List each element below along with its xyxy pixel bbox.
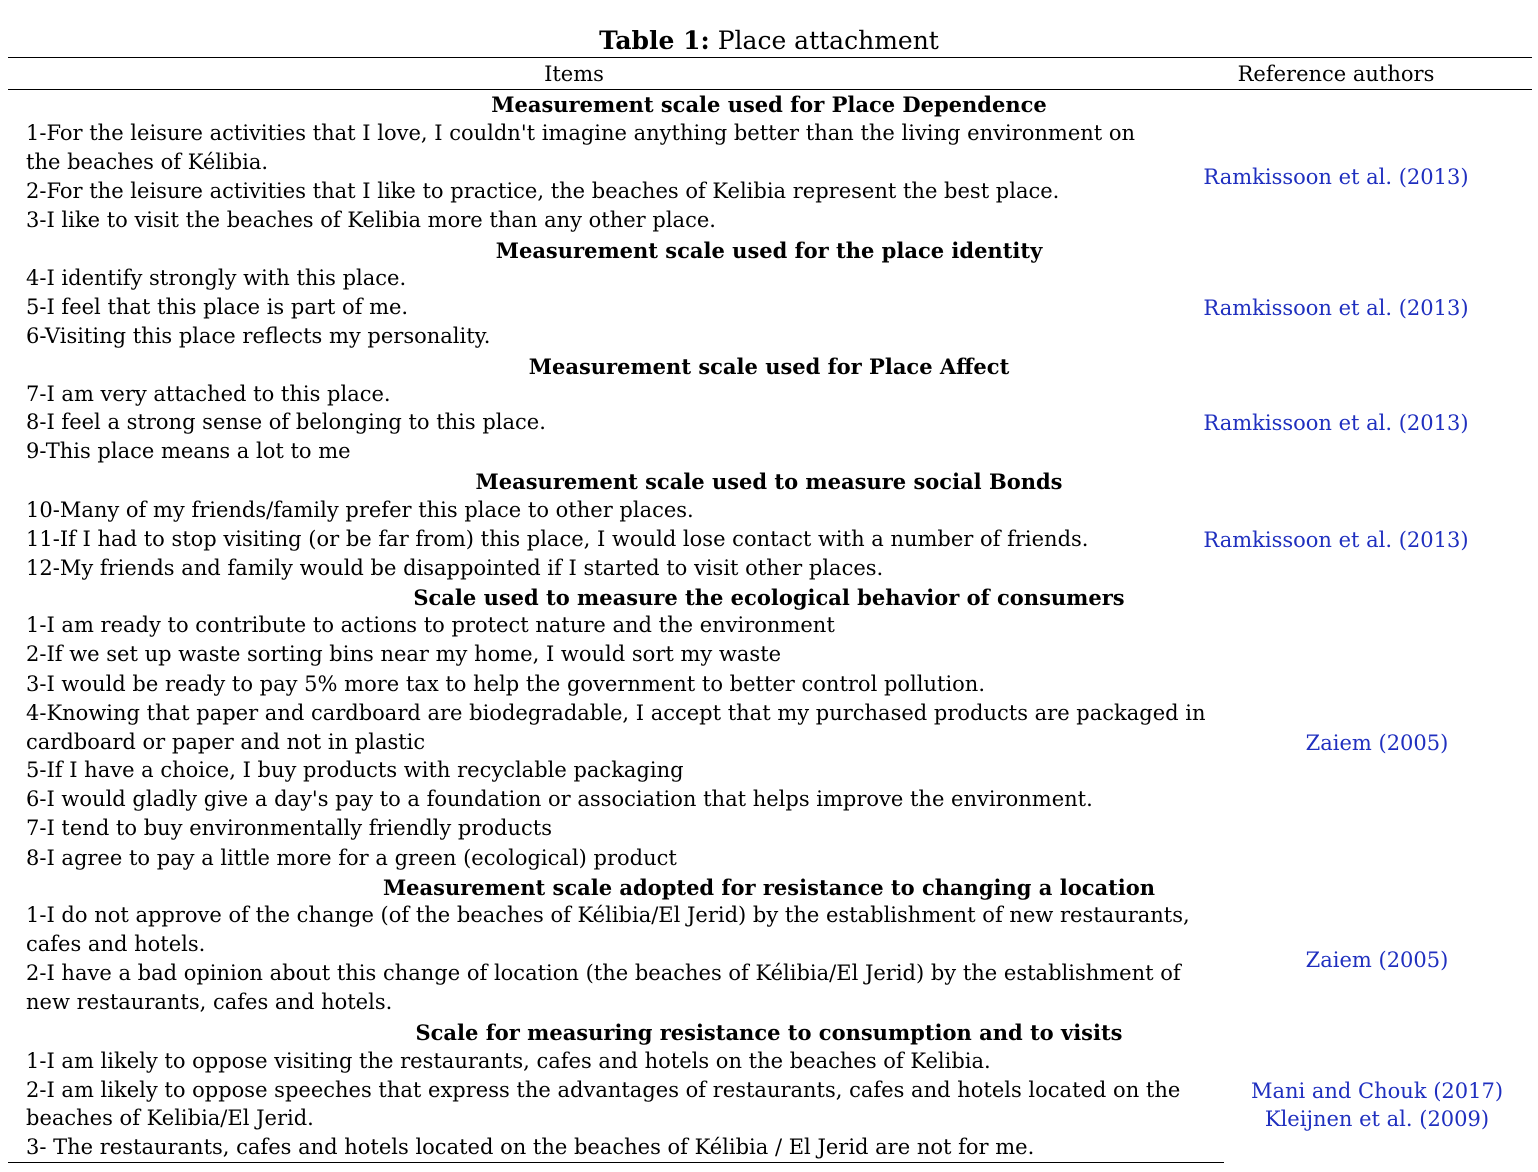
item-line: 3-I like to visit the beaches of Kelibia more than any other place. xyxy=(26,208,716,232)
item-line: cafes and hotels. xyxy=(26,932,206,956)
reference-authors xyxy=(1156,163,1516,191)
table-label: Table 1: xyxy=(599,26,710,55)
item-line: cardboard or paper and not in plastic xyxy=(26,730,426,754)
section-title: Measurement scale used to measure social Bonds xyxy=(475,469,1063,494)
header-items: Items xyxy=(544,62,604,86)
section-title: Measurement scale used for Place Affect xyxy=(528,354,1010,379)
reference-author: Kleijnen et al. (2009) xyxy=(1264,1107,1490,1131)
item-line: 8-I feel a strong sense of belonging to this place. xyxy=(26,410,546,434)
item-line: 7-I tend to buy environmentally friendly products xyxy=(26,816,552,840)
item-line: new restaurants, cafes and hotels. xyxy=(26,990,393,1014)
item-line: 7-I am very attached to this place. xyxy=(26,382,391,406)
item-line: 3-I would be ready to pay 5% more tax to help the government to better control pollution. xyxy=(26,672,986,696)
item-line: 1-I am likely to oppose visiting the restaurants, cafes and hotels on the beaches of Kelibia. xyxy=(26,1049,991,1073)
item-line: 2-I am likely to oppose speeches that express the advantages of restaurants, cafes and hotels located on the xyxy=(26,1078,1181,1102)
item-line: beaches of Kelibia/El Jerid. xyxy=(26,1106,314,1130)
item-line: 1-For the leisure activities that I love, I couldn't imagine anything better than the living environment on xyxy=(26,121,1136,145)
reference-author: Ramkissoon et al. (2013) xyxy=(1203,411,1469,435)
item-line: 2-I have a bad opinion about this change of location (the beaches of Kélibia/El Jerid) by the establishment of xyxy=(26,961,1181,985)
item-line: 1-I am ready to contribute to actions to protect nature and the environment xyxy=(26,613,835,637)
reference-author: Mani and Chouk (2017) xyxy=(1250,1079,1504,1103)
item-line: 1-I do not approve of the change (of the beaches of Kélibia/El Jerid) by the establishment of new restaurants, xyxy=(26,903,1190,927)
reference-author: Zaiem (2005) xyxy=(1305,948,1449,972)
reference-author: Zaiem (2005) xyxy=(1305,731,1449,755)
reference-author: Ramkissoon et al. (2013) xyxy=(1203,296,1469,320)
section-title: Measurement scale used for Place Dependence xyxy=(491,92,1047,117)
section-title: Measurement scale used for the place identity xyxy=(495,238,1043,263)
item-line: 12-My friends and family would be disappointed if I started to visit other places. xyxy=(26,556,884,580)
table-caption xyxy=(0,25,1538,57)
reference-author: Ramkissoon et al. (2013) xyxy=(1203,528,1469,552)
top-rule xyxy=(8,57,1532,58)
item-line: 6-Visiting this place reflects my personality. xyxy=(26,324,491,348)
header-reference-authors: Reference authors xyxy=(1237,62,1435,86)
section-title: Scale for measuring resistance to consumption and to visits xyxy=(415,1020,1123,1045)
reference-authors xyxy=(1197,946,1538,974)
item-line: 3- The restaurants, cafes and hotels located on the beaches of Kélibia / El Jerid are not for me. xyxy=(26,1135,1035,1159)
reference-authors xyxy=(1156,409,1516,437)
item-line: 2-If we set up waste sorting bins near my home, I would sort my waste xyxy=(26,642,782,666)
reference-authors xyxy=(1156,526,1516,554)
item-line: 5-If I have a choice, I buy products with recyclable packaging xyxy=(26,758,684,782)
reference-authors xyxy=(1197,1077,1538,1133)
item-line: 4-Knowing that paper and cardboard are biodegradable, I accept that my purchased products are packaged in xyxy=(26,701,1206,725)
item-line: 5-I feel that this place is part of me. xyxy=(26,295,409,319)
item-line: 9-This place means a lot to me xyxy=(26,439,351,463)
item-line: 10-Many of my friends/family prefer this place to other places. xyxy=(26,498,694,522)
item-line: 2-For the leisure activities that I like to practice, the beaches of Kelibia represent the best place. xyxy=(26,179,1060,203)
section-title: Measurement scale adopted for resistance to changing a location xyxy=(382,875,1156,900)
item-line: the beaches of Kélibia. xyxy=(26,150,269,174)
reference-author: Ramkissoon et al. (2013) xyxy=(1203,165,1469,189)
item-line: 11-If I had to stop visiting (or be far from) this place, I would lose contact with a number of friends. xyxy=(26,527,1089,551)
reference-authors xyxy=(1197,729,1538,757)
item-line: 6-I would gladly give a day's pay to a foundation or association that helps improve the environment. xyxy=(26,787,1093,811)
item-line: 8-I agree to pay a little more for a green (ecological) product xyxy=(26,846,677,870)
table-title: Place attachment xyxy=(717,26,939,55)
item-line: 4-I identify strongly with this place. xyxy=(26,266,407,290)
bottom-rule xyxy=(8,1162,1224,1163)
reference-authors xyxy=(1156,294,1516,322)
section-title: Scale used to measure the ecological behavior of consumers xyxy=(413,585,1125,610)
